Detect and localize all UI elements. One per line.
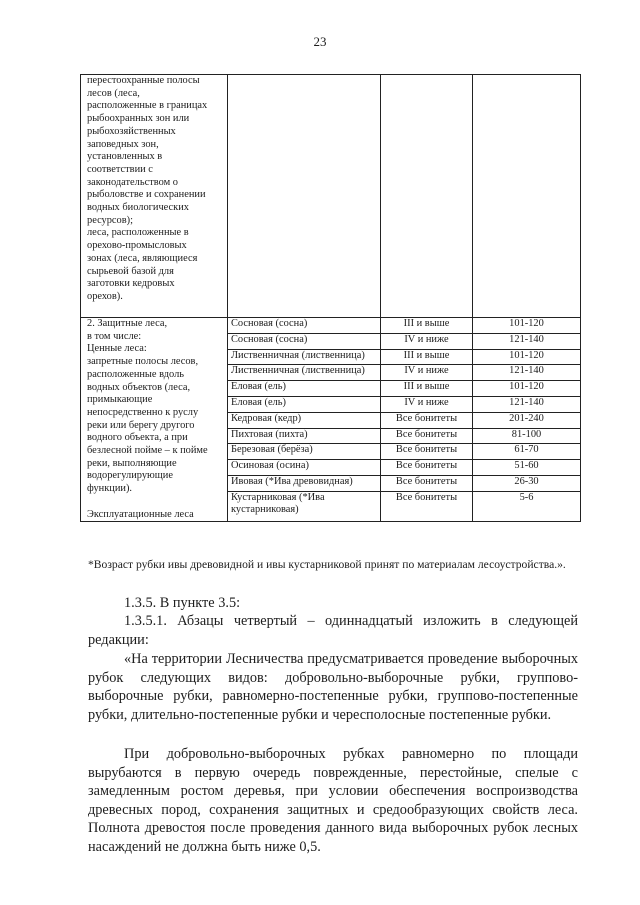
bonitet-cell: III и выше bbox=[381, 349, 473, 365]
paragraph-voluntary-selective-logging: При добровольно-выборочных рубках равномерно по площади вырубаются в первую очередь поврежденные, перестойные, спелые с замедленным ростом деревья, при условии обеспечения воспроизводства древесных пород, сохранения защитных и средообразующих свойств леса. Полнота древостоя после проведения данного вида выборочных рубок лесных насаждений не должна быть ниже 0,5. bbox=[88, 746, 578, 855]
age-cell: 5-6 bbox=[473, 491, 581, 521]
species-cell: Ивовая (*Ива древовидная) bbox=[228, 475, 381, 491]
bonitet-cell: Все бонитеты bbox=[381, 491, 473, 521]
species-cell: Сосновая (сосна) bbox=[228, 333, 381, 349]
table-row bbox=[81, 75, 581, 318]
species-cell: Осиновая (осина) bbox=[228, 460, 381, 476]
species-cell: Еловая (ель) bbox=[228, 381, 381, 397]
logging-age-table bbox=[80, 74, 581, 522]
category-cell-protective-forests: 2. Защитные леса, в том числе: Ценные леса: запретные полосы лесов, расположенные вдоль водных объектов (леса, примыкающие непосредственно к руслу реки или берегу другого водного объекта, а при безлесной пойме – к пойме реки, выполняющие водорегулирующие функции). Эксплуатационные леса bbox=[81, 318, 228, 522]
age-cell: 101-120 bbox=[473, 318, 581, 334]
age-cell: 61-70 bbox=[473, 444, 581, 460]
age-cell: 101-120 bbox=[473, 381, 581, 397]
bonitet-cell: Все бонитеты bbox=[381, 475, 473, 491]
paragraph-selective-logging-types: «На территории Лесничества предусматривается проведение выборочных рубок следующих видов: добровольно-выборочные рубки, группово-выборочные рубки, равномерно-постепенные рубки, группово-постепенные рубки, длительно-постепенные рубки и чересполосные постепенные рубки. bbox=[88, 651, 578, 723]
age-cell: 121-140 bbox=[473, 333, 581, 349]
page-number: 23 bbox=[313, 34, 327, 49]
bonitet-cell: Все бонитеты bbox=[381, 412, 473, 428]
bonitet-cell: IV и ниже bbox=[381, 333, 473, 349]
footnote: *Возраст рубки ивы древовидной и ивы кустарниковой принят по материалам лесоустройства.». bbox=[88, 558, 566, 571]
bonitet-cell: III и выше bbox=[381, 381, 473, 397]
paragraph-3-5-1: 1.3.5.1. Абзацы четвертый – одиннадцатый изложить в следующей редакции: bbox=[88, 613, 578, 648]
age-cell: 101-120 bbox=[473, 349, 581, 365]
bonitet-cell: Все бонитеты bbox=[381, 444, 473, 460]
age-cell: 201-240 bbox=[473, 412, 581, 428]
species-cell: Кедровая (кедр) bbox=[228, 412, 381, 428]
bonitet-cell: Все бонитеты bbox=[381, 428, 473, 444]
species-cell: Кустарниковая (*Ива кустарниковая) bbox=[228, 491, 381, 521]
empty-cell bbox=[381, 75, 473, 318]
table-row bbox=[81, 318, 581, 334]
age-cell: 51-60 bbox=[473, 460, 581, 476]
species-cell: Сосновая (сосна) bbox=[228, 318, 381, 334]
species-cell: Березовая (берёза) bbox=[228, 444, 381, 460]
species-cell: Пихтовая (пихта) bbox=[228, 428, 381, 444]
bonitet-cell: Все бонитеты bbox=[381, 460, 473, 476]
empty-cell bbox=[473, 75, 581, 318]
age-cell: 121-140 bbox=[473, 365, 581, 381]
species-cell: Лиственничная (лиственница) bbox=[228, 365, 381, 381]
bonitet-cell: III и выше bbox=[381, 318, 473, 334]
empty-cell bbox=[228, 75, 381, 318]
paragraph-3-5: 1.3.5. В пункте 3.5: bbox=[124, 595, 241, 611]
bonitet-cell: IV и ниже bbox=[381, 396, 473, 412]
age-cell: 81-100 bbox=[473, 428, 581, 444]
age-cell: 121-140 bbox=[473, 396, 581, 412]
bonitet-cell: IV и ниже bbox=[381, 365, 473, 381]
species-cell: Еловая (ель) bbox=[228, 396, 381, 412]
species-cell: Лиственничная (лиственница) bbox=[228, 349, 381, 365]
category-cell-protective-strips: перестоохранные полосы лесов (леса, расположенные в границах рыбоохранных зон или рыбохозяйственных заповедных зон, установленных в соответствии с законодательством о рыболовстве и сохранении водных биологических ресурсов); леса, расположенные в орехово-промысловых зонах (леса, являющиеся сырьевой базой для заготовки кедровых орехов). bbox=[81, 75, 228, 318]
age-cell: 26-30 bbox=[473, 475, 581, 491]
